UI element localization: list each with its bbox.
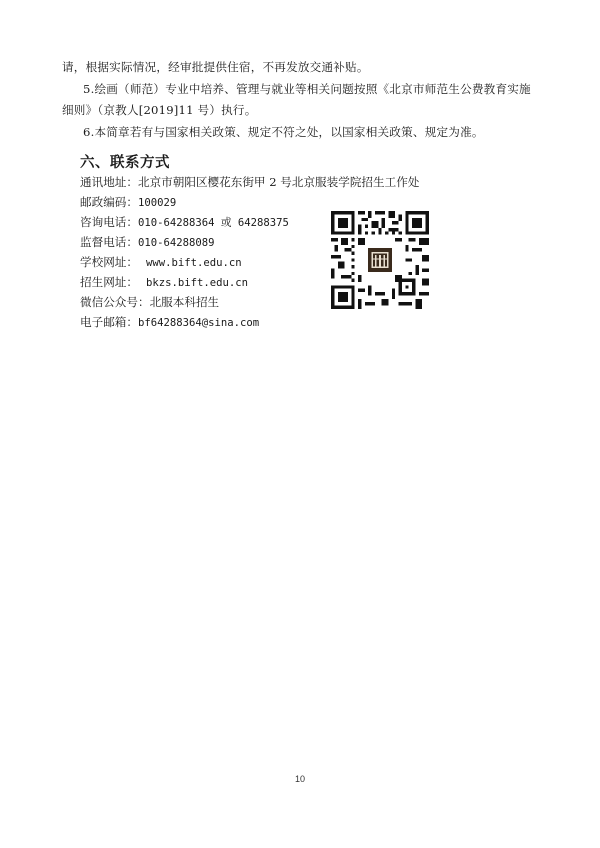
school-site-link[interactable]: www.bift.edu.cn	[145, 257, 242, 269]
paragraph-item-5-line-1: 5.绘画（师范）专业中培养、管理与就业等相关问题按照《北京市师范生公费教育实施	[83, 82, 531, 96]
supervise-phone-value: 010-64288089	[137, 237, 215, 249]
wechat-value: 北服本科招生	[149, 295, 220, 309]
qr-code-icon[interactable]	[331, 211, 429, 309]
paragraph-item-6: 6.本简章若有与国家相关政策、规定不符之处，以国家相关政策、规定为准。	[83, 125, 484, 139]
postcode-label: 邮政编码：	[80, 195, 138, 209]
contact-wechat	[80, 293, 219, 311]
contact-postcode	[80, 193, 176, 212]
address-value: 北京市朝阳区樱花东街甲 2 号北京服装学院招生工作处	[137, 175, 420, 189]
page-number: 10	[294, 774, 305, 784]
section-heading: 六、联系方式	[80, 155, 170, 171]
consult-phone-value: 010-64288364 或 64288375	[137, 217, 289, 229]
email-label: 电子邮箱：	[80, 315, 138, 329]
school-site-label: 学校网址：	[80, 255, 138, 269]
address-label: 通讯地址：	[80, 175, 138, 189]
contact-supervise-phone	[80, 233, 215, 252]
contact-consult-phone	[80, 213, 289, 232]
email-link[interactable]: bf64288364@sina.com	[137, 317, 260, 329]
contact-admission-site	[80, 273, 248, 292]
supervise-phone-label: 监督电话：	[80, 235, 138, 249]
contact-email	[80, 313, 259, 332]
postcode-value: 100029	[137, 197, 177, 209]
paragraph-item-5-line-2: 细则》（京教人[2019]11 号）执行。	[62, 103, 257, 117]
admission-site-link[interactable]: bkzs.bift.edu.cn	[145, 277, 249, 289]
wechat-label: 微信公众号：	[80, 295, 150, 309]
admission-site-label: 招生网址：	[80, 275, 138, 289]
consult-phone-label: 咨询电话：	[80, 215, 138, 229]
contact-address	[80, 173, 419, 191]
paragraph-line: 请，根据实际情况，经审批提供住宿，不再发放交通补贴。	[62, 60, 369, 74]
contact-school-site	[80, 253, 242, 272]
